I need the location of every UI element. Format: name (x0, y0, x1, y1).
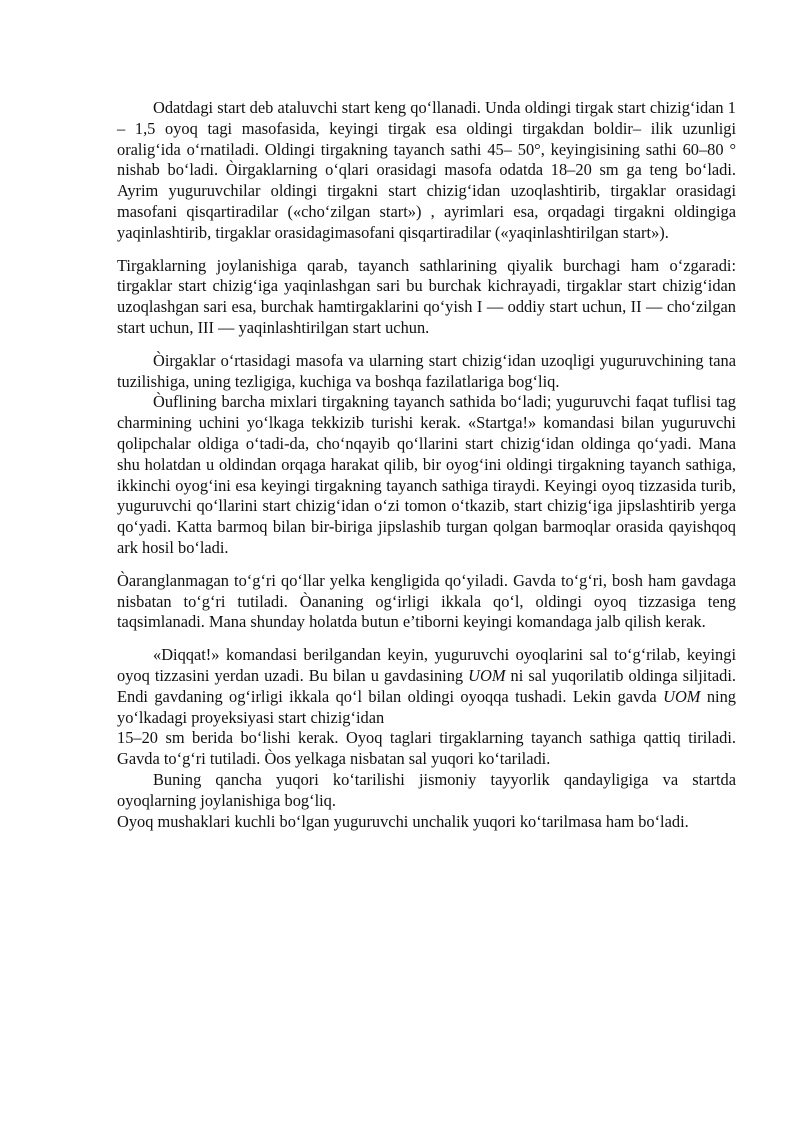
text-segment: ni sal yuqorilatib oldinga siljitadi. Endi gavdaning og‘irligi ikkala qo‘l bilan oldingi oyoqqa tushadi. Lekin gavda (117, 665, 736, 706)
term-uom: UOM (468, 665, 506, 685)
paragraph-foot-pressure: 15–20 sm berida bo‘lishi kerak. Oyoq taglari tirgaklarning tayanch sathiga qattiq tiriladi. Gavda to‘g‘ri tutiladi. Òos yelkaga nisbatan sal yuqori ko‘tariladi. (117, 728, 736, 769)
paragraph-attention-command (117, 645, 736, 728)
paragraph-height-rise: Buning qancha yuqori ko‘tarilishi jismoniy tayyorlik qandayligiga va startda oyoqlarning joylanishiga bog‘liq. (117, 769, 736, 810)
paragraph-strong-muscles: Oyoq mushaklari kuchli bo‘lgan yuguruvchi unchalik yuqori ko‘tarilmasa ham bo‘ladi. (117, 811, 689, 831)
paragraph-distance-blocks: Òirgaklar o‘rtasidagi masofa va ularning start chizig‘idan uzoqligi yuguruvchining tana tuzilishiga, uning tezligiga, kuchiga va boshqa fazilatlariga bog‘liq. (117, 350, 736, 391)
text-segment: «Diqqat!» komandasi berilgandan keyin, yuguruvchi oyoqlarini sal to‘g‘rilab, keyingi oyoq tizzasini yerdan uzadi. Bu bilan u gavdasining (117, 645, 736, 685)
paragraph-support-angle: Tirgaklarning joylanishiga qarab, tayanch sathlarining qiyalik burchagi ham o‘zgaradi: tirgaklar start chizig‘iga yaqinlashgan sari bu burchak kichrayadi, tirgaklar start chizig‘idan uzoqlashgan sari esa, burchak hamtirgaklarini qo‘yish I — oddiy start uchun, II — cho‘zilgan start uchun, III — yaqinlashtirilgan start uchun. (117, 255, 736, 337)
paragraph-shoe-spikes: Òuflining barcha mixlari tirgakning tayanch sathida bo‘ladi; yuguruvchi faqat tuflisi tag charmining uchini yo‘lkaga tekkizib turishi kerak. «Startga!» komandasi bilan yuguruvchi qolipchalar oldiga o‘tadi-da, cho‘nqayib qo‘llarini start chizig‘idan oldinga qo‘yadi. Mana shu holatdan u oldindan orqaga harakat qilib, bir oyog‘ini oldingi tirgakning tayanch sathiga, ikkinchi oyog‘ini esa keyingi tirgakning tayanch sathiga tiraydi. Keyingi oyoq tizzasida turib, yuguruvchi qo‘llarini start chizig‘idan o‘zi tomon o‘tkazib, start chizig‘iga jipslashtirib yerga qo‘yadi. Katta barmoq bilan bir-biriga jipslashib turgan qolgan barmoqlar orasida qayishqoq ark hosil bo‘ladi. (117, 392, 736, 557)
term-uom: UOM (663, 686, 701, 706)
paragraph-ordinary-start: Odatdagi start deb ataluvchi start keng qo‘llanadi. Unda oldingi tirgak start chizig‘idan 1 – 1,5 oyoq tagi masofasida, keyingi tirgak esa oldingi tirgakdan boldir– ilik uzunligi oralig‘ida o‘rnatiladi. Oldingi tirgakning tayanch sathi 45– 50°, keyingisining sathi 60–80 ° nishab bo‘ladi. Òirgaklarning o‘qlari orasidagi masofa odatda 18–20 sm ga teng bo‘ladi. Ayrim yuguruvchilar oldingi tirgakni start chizig‘idan uzoqlashtirib, tirgaklar orasidagi masofani qisqartiradilar («cho‘zilgan start») , ayrimlari esa, orqadagi tirgakni oldingiga yaqinlashtirib, tirgaklar orasidagimasofani qisqartiradilar («yaqinlashtirilgan start»). (117, 98, 736, 242)
paragraph-arms-position: Òaranglanmagan to‘g‘ri qo‘llar yelka kengligida qo‘yiladi. Gavda to‘g‘ri, bosh ham gavdaga nisbatan to‘g‘ri tutiladi. Òananing og‘irligi ikkala qo‘l, oldingi oyoq tizzasiga teng taqsimlanadi. Mana shunday holatda butun e’tiborni keyingi komandaga jalb qilish kerak. (117, 570, 736, 632)
text-segment: ning yo‘lkadagi proyeksiyasi start chizig‘idan (117, 686, 736, 727)
